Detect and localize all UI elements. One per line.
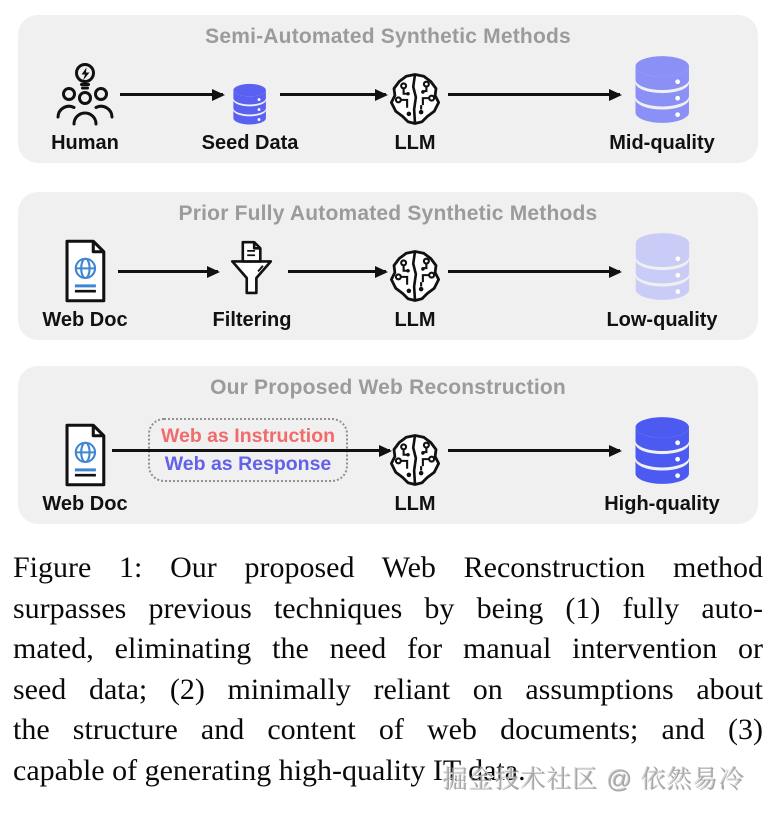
node-label: LLM bbox=[394, 309, 436, 331]
funnel-filter-icon bbox=[224, 238, 280, 304]
database-icon bbox=[629, 414, 695, 488]
flow-arrow bbox=[448, 449, 620, 452]
node-low-quality bbox=[606, 230, 717, 332]
caption-line: Figure 1: Our proposed Web Reconstruction method bbox=[13, 551, 763, 584]
node-llm bbox=[387, 432, 443, 516]
database-icon bbox=[230, 82, 270, 127]
flow-arrow bbox=[288, 270, 386, 273]
panel-title: Semi-Automated Synthetic Methods bbox=[205, 25, 571, 48]
panel-prior-automated bbox=[18, 192, 758, 340]
flow-arrow bbox=[448, 93, 620, 96]
web-as-instruction-label: Web as Instruction bbox=[160, 425, 336, 447]
node-label: LLM bbox=[394, 132, 436, 154]
node-human bbox=[50, 61, 120, 155]
database-icon bbox=[629, 230, 695, 304]
site-watermark: 掘金技术社区 @ 依然易冷 bbox=[443, 766, 746, 794]
node-web-doc bbox=[42, 422, 127, 516]
flow-arrow bbox=[448, 270, 620, 273]
caption-line: surpasses previous techniques by being (1) fully auto- bbox=[13, 591, 763, 625]
panel-semi-automated bbox=[18, 15, 758, 163]
node-web-doc bbox=[42, 238, 127, 332]
web-as-response-label: Web as Response bbox=[164, 453, 332, 475]
llm-brain-chip-icon bbox=[387, 248, 443, 304]
node-label: Web Doc bbox=[42, 493, 128, 515]
flow-arrow bbox=[112, 449, 390, 452]
node-label: Web Doc bbox=[42, 309, 128, 331]
llm-brain-chip-icon bbox=[387, 71, 443, 127]
node-label: LLM bbox=[394, 493, 436, 515]
panel-proposed-web-reconstruction bbox=[18, 366, 758, 524]
flow-arrow bbox=[280, 93, 386, 96]
panel-title: Prior Fully Automated Synthetic Methods bbox=[178, 202, 598, 225]
node-mid-quality bbox=[609, 53, 715, 155]
node-label: Human bbox=[51, 132, 119, 154]
database-icon bbox=[629, 53, 695, 127]
caption-line: the structure and content of web documents; and (3) bbox=[13, 713, 763, 746]
node-filtering bbox=[213, 238, 292, 332]
node-high-quality bbox=[604, 414, 720, 516]
caption-line: capable of generating high-quality IT data. bbox=[13, 753, 526, 787]
node-label: Filtering bbox=[212, 309, 292, 331]
panel-title: Our Proposed Web Reconstruction bbox=[210, 376, 566, 399]
web-document-icon bbox=[57, 422, 113, 488]
human-group-idea-icon bbox=[50, 61, 120, 127]
web-document-icon bbox=[57, 238, 113, 304]
node-label: Mid-quality bbox=[609, 132, 715, 154]
node-llm bbox=[387, 248, 443, 332]
caption-line: seed data; (2) minimally reliant on assumptions about bbox=[13, 672, 763, 706]
caption-line: mated, eliminating the need for manual intervention or bbox=[13, 632, 763, 665]
llm-brain-chip-icon bbox=[387, 432, 443, 488]
figure-caption bbox=[13, 548, 763, 791]
flow-arrow bbox=[118, 270, 218, 273]
node-llm bbox=[387, 71, 443, 155]
node-label: High-quality bbox=[604, 493, 720, 515]
node-label: Seed Data bbox=[201, 132, 299, 154]
node-label: Low-quality bbox=[606, 309, 718, 331]
